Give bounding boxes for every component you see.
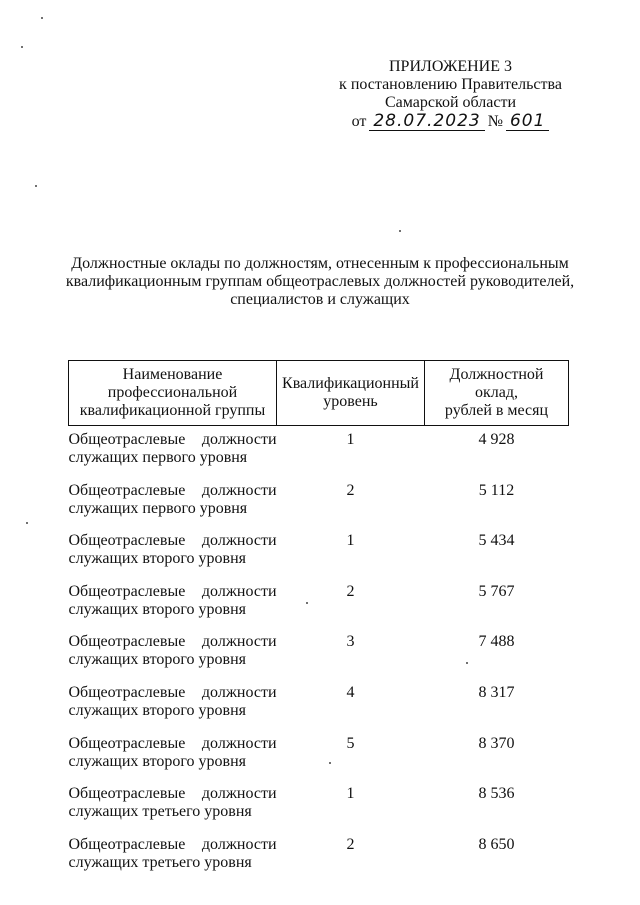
cell-group: Общеотраслевые должности служащих второго уровня: [68, 532, 277, 568]
cell-salary: 8 317: [478, 683, 515, 701]
salary-table-area: [68, 360, 568, 881]
cell-level: 5: [346, 734, 355, 752]
appendix-from-prefix: от: [351, 113, 367, 130]
cell-salary: 8 370: [478, 734, 515, 752]
scan-speck: [21, 46, 23, 48]
cell-level: 2: [346, 481, 355, 499]
table-row: [69, 477, 569, 528]
cell-level: 2: [346, 582, 355, 600]
cell-salary: 8 536: [478, 785, 515, 803]
cell-group: Общеотраслевые должности служащих третьего уровня: [68, 835, 277, 871]
cell-level: 1: [346, 532, 355, 550]
document-title: [55, 255, 585, 309]
cell-salary: 5 112: [478, 481, 515, 499]
cell-group: Общеотраслевые должности служащих второго уровня: [68, 683, 277, 719]
appendix-resolution-line: к постановлению Правительства: [339, 76, 562, 93]
cell-group: Общеотраслевые должности служащих второго уровня: [68, 734, 277, 770]
appendix-date-number-line: [318, 112, 583, 131]
cell-group: Общеотраслевые должности служащих второго уровня: [68, 582, 277, 618]
cell-salary: 4 928: [478, 431, 515, 448]
cell-salary: 8 650: [478, 835, 515, 853]
cell-salary: 5 767: [478, 582, 515, 600]
cell-group: Общеотраслевые должности служащих первого уровня: [68, 431, 277, 466]
scan-speck: [26, 522, 28, 524]
cell-salary: 7 488: [478, 633, 515, 651]
handwritten-number: 601: [506, 112, 549, 131]
handwritten-date: 28.07.2023: [369, 112, 484, 131]
scan-speck: [329, 762, 331, 764]
salary-table: [68, 360, 569, 881]
table-header-row: [69, 361, 569, 426]
scan-speck: [41, 17, 43, 19]
cell-level: 1: [346, 785, 355, 803]
table-row: [69, 628, 569, 679]
table-row: [69, 780, 569, 831]
appendix-region-line: Самарской области: [385, 94, 516, 111]
table-row: [69, 831, 569, 882]
table-row: [69, 679, 569, 730]
cell-group: Общеотраслевые должности служащих первого уровня: [68, 481, 277, 517]
scan-speck: [306, 602, 308, 604]
table-row: [69, 426, 569, 477]
scan-speck: [399, 230, 401, 232]
appendix-block: [318, 58, 583, 131]
cell-group: Общеотраслевые должности служащих второго уровня: [68, 633, 277, 669]
table-row: [69, 578, 569, 629]
table-row: [69, 730, 569, 781]
header-salary: Должностной оклад, рублей в месяц: [425, 361, 569, 426]
cell-level: 3: [346, 633, 355, 651]
document-title-line-2: квалификационным группам общеотраслевых должностей руководителей,: [65, 273, 575, 290]
cell-level: 4: [346, 683, 355, 701]
scan-speck: [466, 662, 468, 664]
cell-level: 2: [346, 835, 355, 853]
cell-level: 1: [346, 431, 355, 448]
cell-group: Общеотраслевые должности служащих третьего уровня: [68, 785, 277, 821]
table-row: [69, 527, 569, 578]
header-level: Квалификационный уровень: [277, 361, 425, 426]
number-sign: №: [487, 113, 503, 130]
document-title-line-3: специалистов и служащих: [230, 291, 410, 308]
appendix-title: ПРИЛОЖЕНИЕ 3: [388, 58, 512, 75]
cell-salary: 5 434: [478, 532, 515, 550]
header-group: Наименование профессиональной квалификационной группы: [69, 361, 277, 426]
scan-speck: [35, 185, 37, 187]
document-title-line-1: Должностные оклады по должностям, отнесенным к профессиональным: [71, 255, 569, 272]
